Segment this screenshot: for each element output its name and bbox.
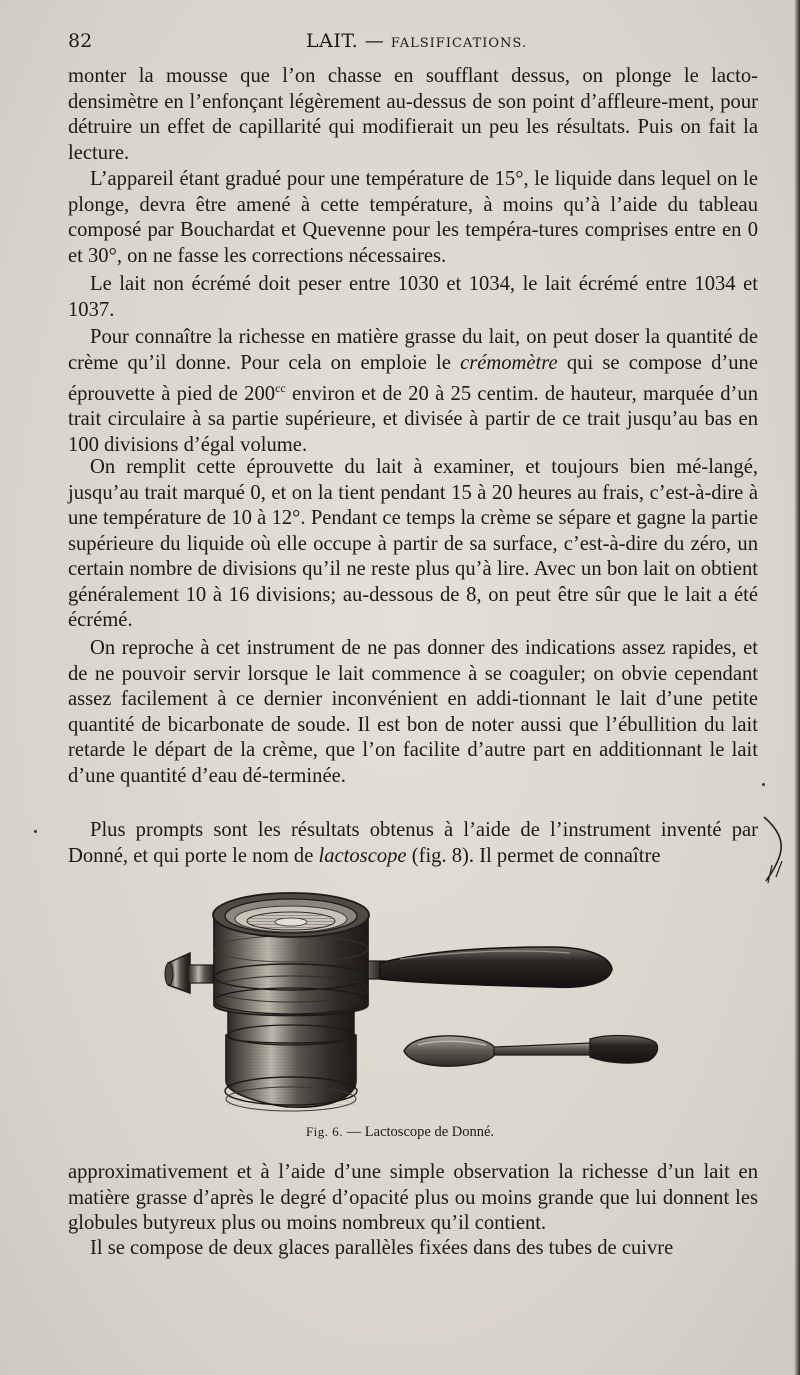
figure-caption-dash: — bbox=[343, 1124, 365, 1140]
paragraph-3: Le lait non écrémé doit peser entre 1030 et 1034, le lait écrémé entre 1034 et 1037. bbox=[68, 273, 758, 321]
running-head bbox=[306, 30, 527, 52]
margin-dot bbox=[34, 830, 37, 833]
paragraph-4: On remplit cette éprouvette du lait à examiner, et toujours bien mé-langé, jusqu’au trait marqué 0, et on la tient pendant 15 à 20 heures au frais, c’est-à-dire à une température de 10 à 12°. Pendant ce temps la crème se sépare et gagne la partie supérieure du liquide où elle occupe à partir de sa surface, c’est-à-dire du zéro, un certain nombre de divisions qu’il ne reste plus qu’à lire. Avec un bon lait on obtient généralement 10 à 16 divisions; au-dessous de 8, on peut être sûr que le lait a été écrémé. bbox=[68, 456, 758, 631]
lactoscope-spout bbox=[165, 953, 218, 993]
page-edge-shadow bbox=[794, 0, 800, 1375]
paragraph-7: Il se compose de deux glaces parallèles fixées dans des tubes de cuivre bbox=[90, 1237, 674, 1259]
paragraph-5: On reproche à cet instrument de ne pas donner des indications assez rapides, et de ne pouvoir servir lorsque le lait commence à se coaguler; on obvie cependant assez facilement à ce dernier inconvénient en addi-tionnant le lait d’une petite quantité de bicarbonate de soude. Il est bon de noter aussi que l’ébullition du lait retarde le départ de la crème, que l’on facilite d’autre part en additionnant le lait d’une quantité d’eau dé-terminée. bbox=[68, 637, 758, 787]
lactoscope-term: lactoscope bbox=[318, 844, 407, 867]
paragraph-6: approximativement et à l’aide d’une simple observation la richesse d’un lait en matière grasse d’après le degré d’opacité plus ou moins grande que lui donnent les globules butyreux plus ou moins nombreux qu’il contient. bbox=[68, 1161, 758, 1234]
running-head-sub: FALSIFICATIONS. bbox=[390, 36, 528, 51]
page-number: 82 bbox=[68, 30, 93, 52]
running-head-main: LAIT. bbox=[306, 30, 359, 52]
cremometre-unit: cc bbox=[275, 381, 286, 395]
cremometre-text-before: Pour connaître la richesse en matière grasse du lait, on peut doser la quantité de crème qu’il donne. Pour cela on emploie le bbox=[68, 326, 758, 374]
paragraph-2: L’appareil étant gradué pour une température de 15°, le liquide dans lequel on le plonge, devra être amené à cette température, à moins qu’à l’aide du tableau composé par Bouchardat et Quevenne pour les tempéra-tures comprises entre en 0 et 30°, on ne fasse les corrections nécessaires. bbox=[68, 168, 758, 267]
figure-caption bbox=[0, 1124, 800, 1141]
lactoscope-engraving-icon bbox=[160, 885, 670, 1117]
margin-bracket-icon bbox=[758, 815, 794, 885]
margin-dot bbox=[762, 783, 765, 786]
figure-caption-label: Fig. 6. bbox=[305, 1124, 344, 1139]
paragraph-cremometre bbox=[68, 325, 758, 458]
cremometre-term: crémomètre bbox=[460, 351, 558, 374]
lactoscope-spoon bbox=[404, 1036, 658, 1067]
page-header bbox=[68, 30, 758, 56]
lactoscope-text-before: Plus prompts sont les résultats obtenus à l’aide de l’instrument inventé par Donné, et qui porte le nom de bbox=[68, 819, 758, 867]
lactoscope-handle bbox=[350, 947, 612, 987]
lactoscope-text-after: (fig. 8). Il permet de connaître bbox=[406, 844, 661, 867]
cremometre-text-middle: qui se compose d’une éprouvette à pied de 200 bbox=[68, 351, 758, 405]
paragraph-lactoscope bbox=[68, 818, 758, 869]
lactoscope-body bbox=[213, 893, 369, 1111]
cremometre-text-after: environ et de 20 à 25 centim. de hauteur, marquée d’un trait circulaire à sa partie supérieure, et divisée à partir de ce trait jusqu’au bas en 100 divisions d’égal volume. bbox=[68, 382, 758, 456]
paragraph-1: monter la mousse que l’on chasse en soufflant dessus, on plonge le lacto-densimètre en l’enfonçant légèrement au-dessus de son point d’affleure-ment, pour détruire un effet de capillarité qui modifierait un peu les résultats. Puis on fait la lecture. bbox=[68, 65, 758, 164]
figure-caption-text: Lactoscope de Donné. bbox=[364, 1124, 495, 1140]
running-head-dash: — bbox=[358, 30, 391, 52]
